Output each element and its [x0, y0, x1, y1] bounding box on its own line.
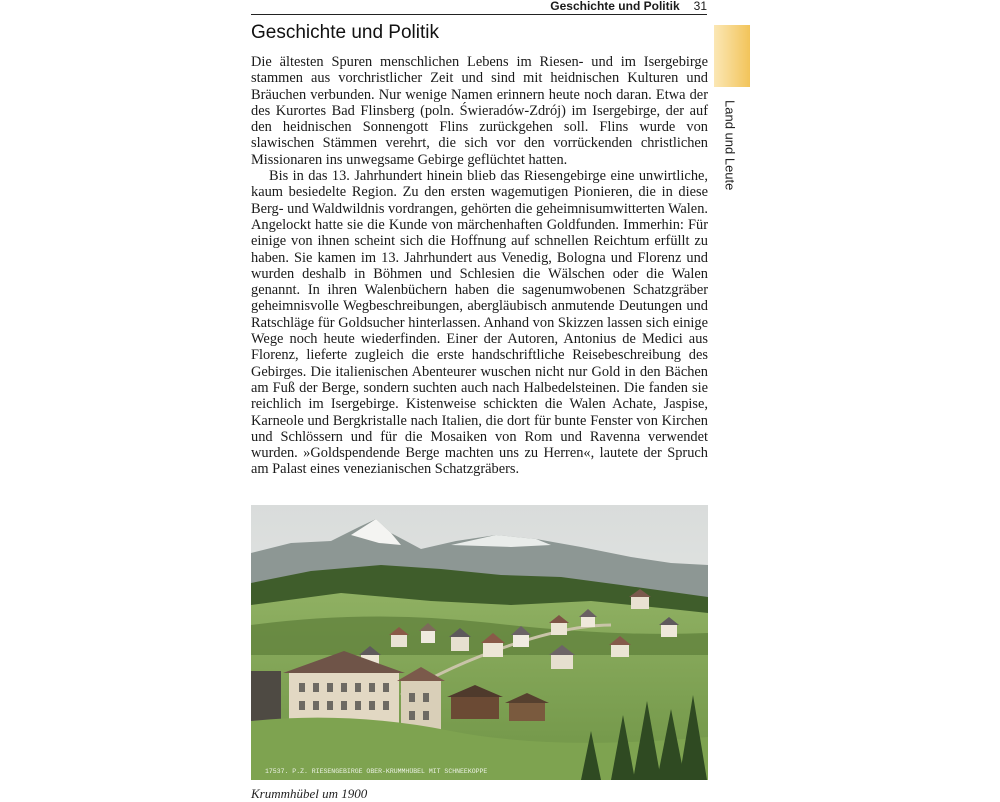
- side-tab-label-text: Land und Leute: [722, 99, 738, 191]
- photo-inscription: 17537. P.Z. RIESENGEBIRGE OBER-KRUMMHÜBEL MIT SCHNEEKOPPE: [265, 768, 488, 775]
- body-text: [251, 54, 708, 478]
- page-number: 31: [693, 0, 707, 13]
- running-head: [251, 0, 707, 15]
- photo-illustration: [251, 505, 708, 780]
- paragraph-1: Die ältesten Spuren menschlichen Lebens im Riesen- und im Isergebirge stammen aus vorchristlicher Zeit und sind mit heidnischen Kulturen und Bräuchen verbunden. Nur wenige Namen erinnern heute noch daran. Etwa der des Kurortes Bad Flinsberg (poln. Świeradów-Zdrój) im Isergebirge, der auf den heidnischen Sonnengott Flins zurückgehen soll. Flins wurde von slawischen Stämmen verehrt, die sich vor den vorrückenden christlichen Missionaren ins unwegsame Gebirge geflüchtet hatten.: [251, 54, 708, 168]
- paragraph-2: Bis in das 13. Jahrhundert hinein blieb das Riesengebirge eine unwirtliche, kaum besiedelte Region. Zu den ersten wagemutigen Pionieren, die in diese Berg- und Waldwildnis vordrangen, gehörten die geheimnisumwitterten Walen. Angelockt hatte sie die Kunde von märchenhaften Goldfunden. Immerhin: Für einige von ihnen scheint sich die Hoffnung auf schnellen Reichtum erfüllt zu haben. Sie kamen im 13. Jahrhundert aus Venedig, Bologna und Florenz und wurden deshalb in Böhmen und Schlesien die Wälschen oder die Walen genannt. In ihren Walenbüchern haben die sagenumwobenen Schatzgräber geheimnisvolle Wegbeschreibungen, abergläubisch anmutende Deutungen und Ratschläge für Goldsucher hinterlassen. Anhand von Skizzen lassen sich einige Wege noch heute wiederfinden. Einer der Autoren, Antonius de Medici aus Florenz, lieferte zugleich die erste handschriftliche Reisebeschreibung des Gebirges. Die italienischen Abenteurer wuschen nicht nur Gold in den Bächen am Fuß der Berge, sondern suchten auch nach Halbedelsteinen. Die fanden sie reichlich im Isergebirge. Kistenweise schickten die Walen Achate, Jaspise, Karneole und Bergkristalle nach Italien, die dort für bunte Fenster von Kirchen und Schlössern und für die Mosaiken von Rom und Ravenna verwendet wurden. »Goldspendende Berge machten uns zu Herren«, lautete der Spruch am Palast eines venezianischen Schatzgräbers.: [251, 168, 708, 478]
- figure-caption: Krummhübel um 1900: [251, 786, 368, 801]
- historic-photo: [251, 505, 708, 780]
- side-tab-label: [718, 99, 742, 191]
- running-head-section: Geschichte und Politik: [550, 0, 680, 13]
- thumb-index-tab: [714, 25, 750, 87]
- section-title: Geschichte und Politik: [251, 22, 439, 43]
